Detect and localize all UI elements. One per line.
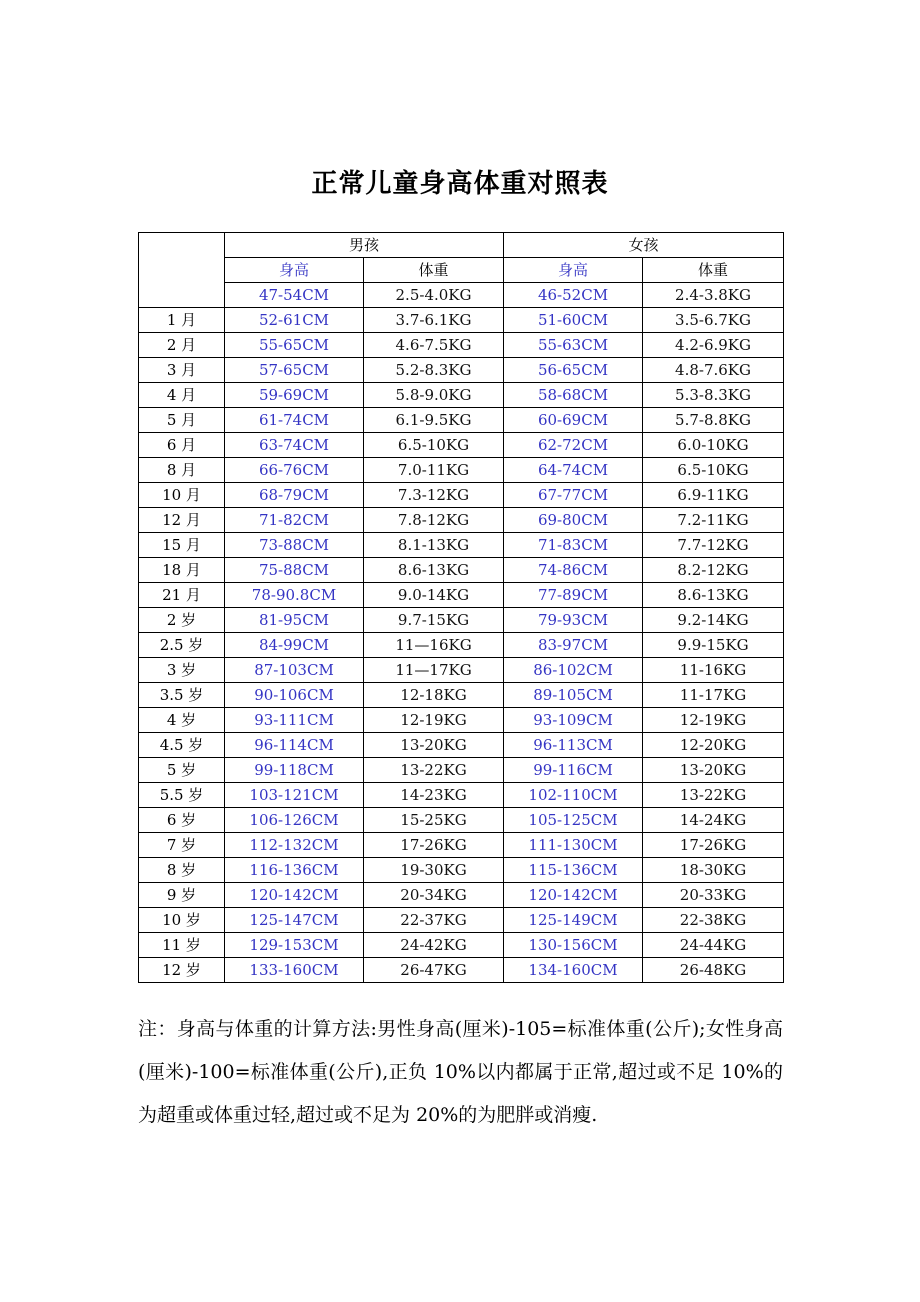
age-cell: 4 月 xyxy=(139,383,225,408)
table-row xyxy=(139,383,784,408)
boy-height-cell: 55-65CM xyxy=(225,333,364,358)
age-cell: 18 月 xyxy=(139,558,225,583)
boy-weight-cell: 3.7-6.1KG xyxy=(364,308,504,333)
age-cell: 1 月 xyxy=(139,308,225,333)
boy-height-cell: 78-90.8CM xyxy=(225,583,364,608)
boy-height-cell: 106-126CM xyxy=(225,808,364,833)
girl-weight-cell: 4.8-7.6KG xyxy=(643,358,784,383)
table-row xyxy=(139,533,784,558)
page-title: 正常儿童身高体重对照表 xyxy=(311,169,609,199)
boy-height-cell: 129-153CM xyxy=(225,933,364,958)
age-cell: 2.5 岁 xyxy=(139,633,225,658)
girl-weight-cell: 22-38KG xyxy=(643,908,784,933)
boy-weight-cell: 19-30KG xyxy=(364,858,504,883)
calculation-note: 注：身高与体重的计算方法:男性身高(厘米)-105=标准体重(公斤);女性身高(厘米)-100=标准体重(公斤),正负 10%以内都属于正常,超过或不足 10%的为超重或体重过轻,超过或不足为 20%的为肥胖或消瘦. xyxy=(138,1018,783,1126)
boy-weight-cell: 12-18KG xyxy=(364,683,504,708)
girl-weight-cell: 6.9-11KG xyxy=(643,483,784,508)
age-cell: 5 岁 xyxy=(139,758,225,783)
girl-weight-cell: 6.5-10KG xyxy=(643,458,784,483)
boy-weight-cell: 8.6-13KG xyxy=(364,558,504,583)
table-row xyxy=(139,408,784,433)
age-cell: 12 岁 xyxy=(139,958,225,983)
age-cell: 7 岁 xyxy=(139,833,225,858)
group-header-boys: 男孩 xyxy=(225,233,504,258)
table-row xyxy=(139,308,784,333)
boy-height-cell: 71-82CM xyxy=(225,508,364,533)
table-row xyxy=(139,558,784,583)
girl-height-cell: 130-156CM xyxy=(504,933,643,958)
table-row xyxy=(139,283,784,308)
girl-weight-cell: 24-44KG xyxy=(643,933,784,958)
table-row xyxy=(139,933,784,958)
age-cell: 2 岁 xyxy=(139,608,225,633)
girl-height-cell: 120-142CM xyxy=(504,883,643,908)
boy-height-cell: 47-54CM xyxy=(225,283,364,308)
age-cell: 8 岁 xyxy=(139,858,225,883)
boy-weight-cell: 11—17KG xyxy=(364,658,504,683)
boy-height-cell: 59-69CM xyxy=(225,383,364,408)
boy-height-cell: 120-142CM xyxy=(225,883,364,908)
boy-weight-cell: 8.1-13KG xyxy=(364,533,504,558)
girl-weight-cell: 11-16KG xyxy=(643,658,784,683)
boy-height-cell: 57-65CM xyxy=(225,358,364,383)
girl-height-cell: 115-136CM xyxy=(504,858,643,883)
girl-height-cell: 125-149CM xyxy=(504,908,643,933)
age-cell: 6 岁 xyxy=(139,808,225,833)
age-cell: 3 岁 xyxy=(139,658,225,683)
girl-height-cell: 71-83CM xyxy=(504,533,643,558)
girl-height-cell: 46-52CM xyxy=(504,283,643,308)
girl-weight-cell: 8.2-12KG xyxy=(643,558,784,583)
age-cell: 8 月 xyxy=(139,458,225,483)
table-row xyxy=(139,708,784,733)
table-row xyxy=(139,658,784,683)
group-header-row xyxy=(139,233,784,258)
girl-weight-cell: 17-26KG xyxy=(643,833,784,858)
table-row xyxy=(139,683,784,708)
girl-height-cell: 58-68CM xyxy=(504,383,643,408)
age-cell: 21 月 xyxy=(139,583,225,608)
boy-weight-cell: 7.8-12KG xyxy=(364,508,504,533)
girl-height-cell: 134-160CM xyxy=(504,958,643,983)
boy-height-cell: 116-136CM xyxy=(225,858,364,883)
girl-height-cell: 99-116CM xyxy=(504,758,643,783)
boy-weight-cell: 7.0-11KG xyxy=(364,458,504,483)
girl-height-cell: 74-86CM xyxy=(504,558,643,583)
boy-weight-cell: 2.5-4.0KG xyxy=(364,283,504,308)
boy-height-cell: 66-76CM xyxy=(225,458,364,483)
boy-height-cell: 63-74CM xyxy=(225,433,364,458)
girl-height-cell: 64-74CM xyxy=(504,458,643,483)
girl-weight-cell: 13-20KG xyxy=(643,758,784,783)
girl-height-cell: 96-113CM xyxy=(504,733,643,758)
table-row xyxy=(139,833,784,858)
boy-weight-cell: 15-25KG xyxy=(364,808,504,833)
boy-weight-cell: 24-42KG xyxy=(364,933,504,958)
age-header-cell xyxy=(139,233,225,308)
girl-height-cell: 102-110CM xyxy=(504,783,643,808)
girl-weight-cell: 13-22KG xyxy=(643,783,784,808)
girl-weight-header: 体重 xyxy=(643,258,784,283)
boy-weight-cell: 26-47KG xyxy=(364,958,504,983)
girl-weight-cell: 14-24KG xyxy=(643,808,784,833)
girl-weight-cell: 18-30KG xyxy=(643,858,784,883)
girl-height-cell: 55-63CM xyxy=(504,333,643,358)
girl-height-cell: 60-69CM xyxy=(504,408,643,433)
boy-height-cell: 81-95CM xyxy=(225,608,364,633)
boy-height-cell: 61-74CM xyxy=(225,408,364,433)
girl-weight-cell: 7.2-11KG xyxy=(643,508,784,533)
age-cell: 3.5 岁 xyxy=(139,683,225,708)
table-row xyxy=(139,583,784,608)
table-row xyxy=(139,483,784,508)
boy-height-cell: 112-132CM xyxy=(225,833,364,858)
girl-height-header: 身高 xyxy=(504,258,643,283)
boy-height-cell: 133-160CM xyxy=(225,958,364,983)
sub-header-row xyxy=(139,258,784,283)
girl-weight-cell: 2.4-3.8KG xyxy=(643,283,784,308)
girl-weight-cell: 4.2-6.9KG xyxy=(643,333,784,358)
girl-weight-cell: 8.6-13KG xyxy=(643,583,784,608)
age-cell: 5 月 xyxy=(139,408,225,433)
girl-height-cell: 67-77CM xyxy=(504,483,643,508)
table-row xyxy=(139,758,784,783)
boy-height-cell: 75-88CM xyxy=(225,558,364,583)
girl-weight-cell: 5.3-8.3KG xyxy=(643,383,784,408)
boy-weight-cell: 9.7-15KG xyxy=(364,608,504,633)
boy-height-cell: 90-106CM xyxy=(225,683,364,708)
age-cell: 11 岁 xyxy=(139,933,225,958)
boy-height-cell: 84-99CM xyxy=(225,633,364,658)
girl-weight-cell: 20-33KG xyxy=(643,883,784,908)
boy-height-cell: 93-111CM xyxy=(225,708,364,733)
boy-height-cell: 103-121CM xyxy=(225,783,364,808)
table-row xyxy=(139,458,784,483)
girl-height-cell: 105-125CM xyxy=(504,808,643,833)
boy-weight-cell: 17-26KG xyxy=(364,833,504,858)
boy-height-cell: 125-147CM xyxy=(225,908,364,933)
girl-weight-cell: 6.0-10KG xyxy=(643,433,784,458)
boy-height-cell: 87-103CM xyxy=(225,658,364,683)
boy-height-header: 身高 xyxy=(225,258,364,283)
age-cell: 10 岁 xyxy=(139,908,225,933)
boy-weight-cell: 6.5-10KG xyxy=(364,433,504,458)
boy-weight-cell: 13-20KG xyxy=(364,733,504,758)
height-weight-table xyxy=(138,232,784,983)
boy-height-cell: 96-114CM xyxy=(225,733,364,758)
boy-weight-cell: 22-37KG xyxy=(364,908,504,933)
boy-weight-cell: 13-22KG xyxy=(364,758,504,783)
table-row xyxy=(139,733,784,758)
boy-weight-cell: 4.6-7.5KG xyxy=(364,333,504,358)
boy-height-cell: 68-79CM xyxy=(225,483,364,508)
girl-height-cell: 69-80CM xyxy=(504,508,643,533)
table-row xyxy=(139,633,784,658)
boy-weight-cell: 5.8-9.0KG xyxy=(364,383,504,408)
boy-height-cell: 99-118CM xyxy=(225,758,364,783)
table-row xyxy=(139,333,784,358)
boy-weight-cell: 12-19KG xyxy=(364,708,504,733)
table-row xyxy=(139,883,784,908)
age-cell: 15 月 xyxy=(139,533,225,558)
girl-height-cell: 62-72CM xyxy=(504,433,643,458)
group-header-girls: 女孩 xyxy=(504,233,784,258)
boy-weight-cell: 5.2-8.3KG xyxy=(364,358,504,383)
girl-height-cell: 83-97CM xyxy=(504,633,643,658)
age-cell: 3 月 xyxy=(139,358,225,383)
girl-height-cell: 51-60CM xyxy=(504,308,643,333)
girl-weight-cell: 9.9-15KG xyxy=(643,633,784,658)
girl-height-cell: 93-109CM xyxy=(504,708,643,733)
girl-weight-cell: 3.5-6.7KG xyxy=(643,308,784,333)
boy-weight-cell: 6.1-9.5KG xyxy=(364,408,504,433)
girl-height-cell: 77-89CM xyxy=(504,583,643,608)
girl-weight-cell: 5.7-8.8KG xyxy=(643,408,784,433)
age-cell: 4.5 岁 xyxy=(139,733,225,758)
girl-weight-cell: 26-48KG xyxy=(643,958,784,983)
boy-weight-cell: 20-34KG xyxy=(364,883,504,908)
boy-height-cell: 73-88CM xyxy=(225,533,364,558)
table-row xyxy=(139,958,784,983)
age-cell: 9 岁 xyxy=(139,883,225,908)
age-cell: 10 月 xyxy=(139,483,225,508)
table-row xyxy=(139,858,784,883)
table-row xyxy=(139,808,784,833)
boy-height-cell: 52-61CM xyxy=(225,308,364,333)
girl-weight-cell: 7.7-12KG xyxy=(643,533,784,558)
age-cell: 4 岁 xyxy=(139,708,225,733)
girl-weight-cell: 12-20KG xyxy=(643,733,784,758)
girl-weight-cell: 12-19KG xyxy=(643,708,784,733)
table-row xyxy=(139,608,784,633)
girl-height-cell: 89-105CM xyxy=(504,683,643,708)
table-row xyxy=(139,433,784,458)
girl-height-cell: 86-102CM xyxy=(504,658,643,683)
boy-weight-cell: 11—16KG xyxy=(364,633,504,658)
age-cell: 12 月 xyxy=(139,508,225,533)
boy-weight-cell: 14-23KG xyxy=(364,783,504,808)
boy-weight-cell: 7.3-12KG xyxy=(364,483,504,508)
table-row xyxy=(139,908,784,933)
age-cell: 5.5 岁 xyxy=(139,783,225,808)
table-row xyxy=(139,783,784,808)
girl-weight-cell: 9.2-14KG xyxy=(643,608,784,633)
age-cell: 6 月 xyxy=(139,433,225,458)
table-row xyxy=(139,358,784,383)
boy-weight-header: 体重 xyxy=(364,258,504,283)
age-cell: 2 月 xyxy=(139,333,225,358)
table-row xyxy=(139,508,784,533)
girl-height-cell: 111-130CM xyxy=(504,833,643,858)
girl-height-cell: 79-93CM xyxy=(504,608,643,633)
boy-weight-cell: 9.0-14KG xyxy=(364,583,504,608)
girl-weight-cell: 11-17KG xyxy=(643,683,784,708)
girl-height-cell: 56-65CM xyxy=(504,358,643,383)
